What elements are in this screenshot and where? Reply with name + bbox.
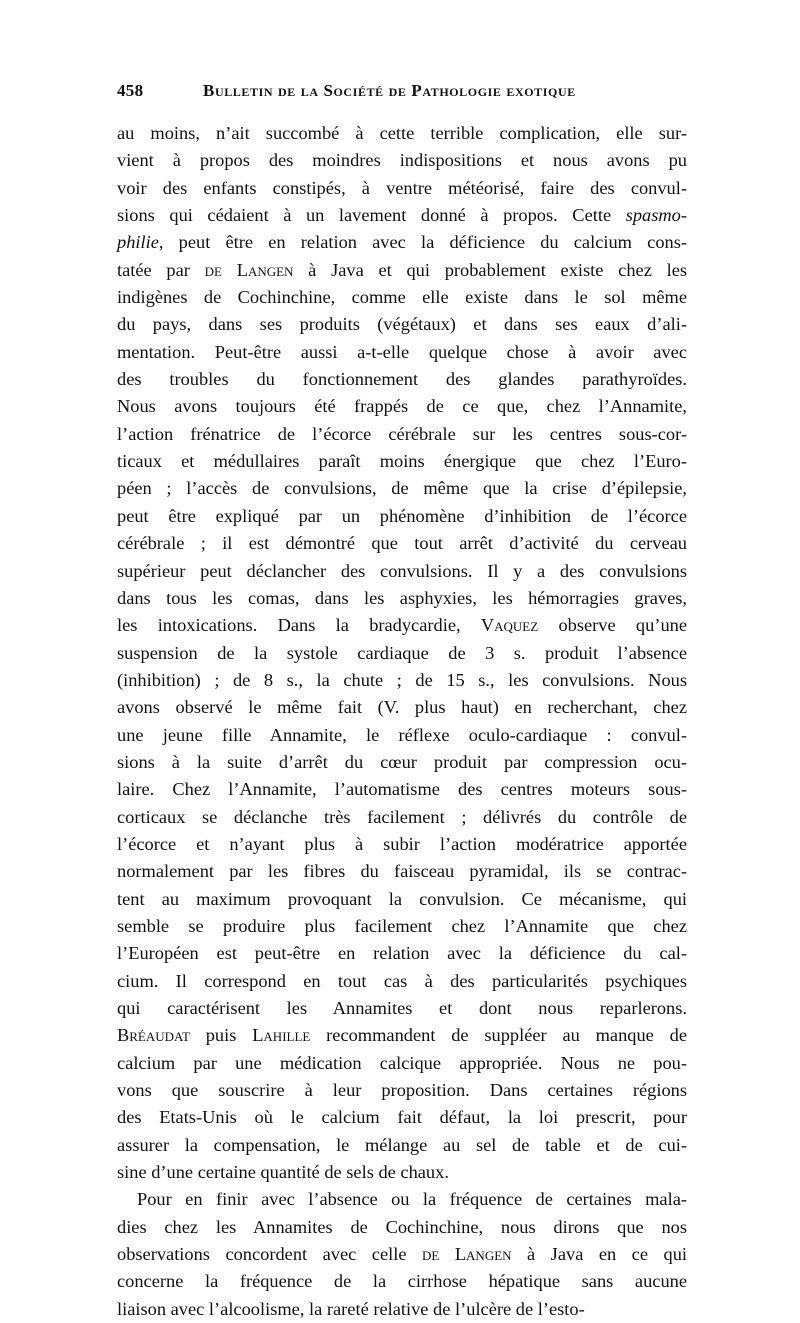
text-segment: à Java et qui probablement existe chez les: [293, 259, 688, 280]
text-line: [117, 1268, 687, 1295]
text-line: [117, 667, 687, 694]
text-segment: Nous avons toujours été frappés de ce que, chez l’Annamite,: [117, 396, 687, 417]
emphasis-text: spasmo-: [625, 205, 687, 226]
text-segment: au moins, n’ait succombé à cette terrible complication, elle sur-: [117, 123, 687, 143]
text-segment: normalement par les fibres du faisceau pyramidal, ils se contrac-: [117, 861, 687, 882]
text-line: [117, 558, 687, 585]
text-line: [117, 1022, 687, 1049]
text-segment: péen ; l’accès de convulsions, de même que la crise d’épilepsie,: [117, 478, 687, 499]
text-segment: du pays, dans ses produits (végétaux) et dans ses eaux d’ali-: [117, 314, 687, 335]
text-line: [117, 1077, 687, 1104]
text-segment: sine d’une certaine quantité de sels de chaux.: [117, 1162, 449, 1183]
text-line: [117, 339, 687, 366]
text-line: [117, 694, 687, 721]
text-line: [117, 913, 687, 940]
text-line: [117, 1050, 687, 1077]
text-segment: dies chez les Annamites de Cochinchine, nous dirons que nos: [117, 1216, 687, 1237]
text-segment: corticaux se déclanche très facilement ; délivrés du contrôle de: [117, 806, 687, 827]
paragraph: [117, 120, 687, 1186]
text-segment: concerne la fréquence de la cirrhose hépatique sans aucune: [117, 1271, 687, 1292]
text-segment: indigènes de Cochinchine, comme elle existe dans le sol même: [117, 287, 687, 308]
text-line: [117, 804, 687, 831]
text-segment: liaison avec l’alcoolisme, la rareté relative de l’ulcère de l’esto-: [117, 1298, 585, 1319]
text-line: [117, 968, 687, 995]
text-segment: avons observé le même fait (V. plus haut) en recherchant, chez: [117, 697, 687, 718]
text-segment: suspension de la systole cardiaque de 3 s. produit l’absence: [117, 642, 687, 663]
text-segment: l’écorce et n’ayant plus à subir l’action modératrice apportée: [117, 833, 687, 854]
text-line: [117, 393, 687, 420]
text-segment: qui caractérisent les Annamites et dont nous reparlerons.: [117, 998, 687, 1018]
text-segment: (inhibition) ; de 8 s., la chute ; de 15 s., les convulsions. Nous: [117, 669, 687, 690]
text-segment: sions qui cédaient à un lavement donné à propos. Cette: [117, 205, 626, 226]
text-segment: des troubles du fonctionnement des glandes parathyroïdes.: [117, 369, 687, 390]
text-segment: peut être expliqué par un phénomène d’inhibition de l’écorce: [117, 505, 687, 526]
text-line: [117, 749, 687, 776]
text-segment: cérébrale ; il est démontré que tout arrêt d’activité du cerveau: [117, 533, 687, 554]
text-line: [117, 776, 687, 803]
text-line: [117, 1241, 687, 1268]
running-title: Bulletin de la Société de Pathologie exotique: [203, 81, 576, 100]
text-segment: ticaux et médullaires paraît moins énergique que chez l’Euro-: [117, 451, 687, 472]
text-line: [117, 1132, 687, 1159]
text-line: [117, 475, 687, 502]
text-segment: tatée par: [117, 259, 205, 280]
text-line: [117, 257, 687, 284]
text-line: [117, 1186, 687, 1213]
text-segment: recommandent de suppléer au manque de: [310, 1025, 687, 1046]
text-line: [117, 421, 687, 448]
text-line: [117, 366, 687, 393]
text-segment: vons que souscrire à leur proposition. Dans certaines régions: [117, 1080, 687, 1101]
text-segment: sions à la suite d’arrêt du cœur produit par compression ocu-: [117, 751, 687, 772]
text-line: [117, 1214, 687, 1241]
text-line: [117, 612, 687, 639]
text-line: [117, 940, 687, 967]
text-segment: observations concordent avec celle: [117, 1244, 422, 1265]
text-line: [117, 229, 687, 256]
text-line: [117, 147, 687, 174]
text-line: [117, 995, 687, 1022]
text-line: [117, 585, 687, 612]
emphasis-text: philie: [117, 232, 159, 253]
text-segment: tent au maximum provoquant la convulsion. Ce mécanisme, qui: [117, 888, 687, 909]
text-line: [117, 120, 687, 147]
author-name: de Langen: [422, 1244, 512, 1265]
text-segment: observe qu’une: [538, 615, 687, 636]
text-segment: à Java en ce qui: [511, 1244, 687, 1265]
text-segment: calcium par une médication calcique appropriée. Nous ne pou-: [117, 1052, 687, 1073]
text-line: [117, 202, 687, 229]
page-number: 458: [117, 81, 144, 100]
text-segment: , peut être en relation avec la déficience du calcium cons-: [158, 232, 687, 253]
text-segment: dans tous les comas, dans les asphyxies, les hémorragies graves,: [117, 587, 687, 608]
text-line: [117, 1296, 687, 1323]
text-line: [117, 1159, 687, 1186]
text-segment: voir des enfants constipés, à ventre météorisé, faire des convul-: [117, 177, 687, 198]
text-line: [117, 640, 687, 667]
text-segment: Pour en finir avec l’absence ou la fréquence de certaines mala-: [137, 1189, 687, 1210]
text-line: [117, 448, 687, 475]
author-name: Vaquez: [480, 615, 539, 636]
author-name: Bréaudat: [117, 1025, 190, 1046]
text-line: [117, 503, 687, 530]
text-segment: des Etats-Unis où le calcium fait défaut, la loi prescrit, pour: [117, 1107, 687, 1128]
text-segment: cium. Il correspond en tout cas à des particularités psychiques: [117, 970, 687, 991]
text-line: [117, 858, 687, 885]
text-line: [117, 886, 687, 913]
text-segment: puis: [189, 1025, 253, 1046]
text-segment: l’action frénatrice de l’écorce cérébrale sur les centres sous-cor-: [117, 423, 687, 444]
author-name: Lahille: [252, 1025, 311, 1046]
text-segment: vient à propos des moindres indispositions et nous avons pu: [117, 150, 687, 171]
author-name: de Langen: [204, 259, 294, 280]
paragraph: [117, 1186, 687, 1323]
body-text: [117, 120, 687, 1323]
text-line: [117, 530, 687, 557]
running-head: [117, 81, 687, 107]
text-line: [117, 1104, 687, 1131]
text-segment: semble se produire plus facilement chez l’Annamite que chez: [117, 915, 687, 936]
text-segment: assurer la compensation, le mélange au sel de table et de cui-: [117, 1134, 687, 1155]
text-segment: une jeune fille Annamite, le réflexe oculo-cardiaque : convul-: [117, 724, 687, 745]
text-line: [117, 722, 687, 749]
text-segment: les intoxications. Dans la bradycardie,: [117, 615, 481, 636]
text-line: [117, 831, 687, 858]
text-line: [117, 284, 687, 311]
text-line: [117, 311, 687, 338]
text-segment: laire. Chez l’Annamite, l’automatisme des centres moteurs sous-: [117, 779, 687, 800]
text-segment: l’Européen est peut-être en relation avec la déficience du cal-: [117, 943, 687, 964]
text-segment: supérieur peut déclancher des convulsions. Il y a des convulsions: [117, 560, 687, 581]
text-segment: mentation. Peut-être aussi a-t-elle quelque chose à avoir avec: [117, 341, 687, 362]
text-line: [117, 175, 687, 202]
